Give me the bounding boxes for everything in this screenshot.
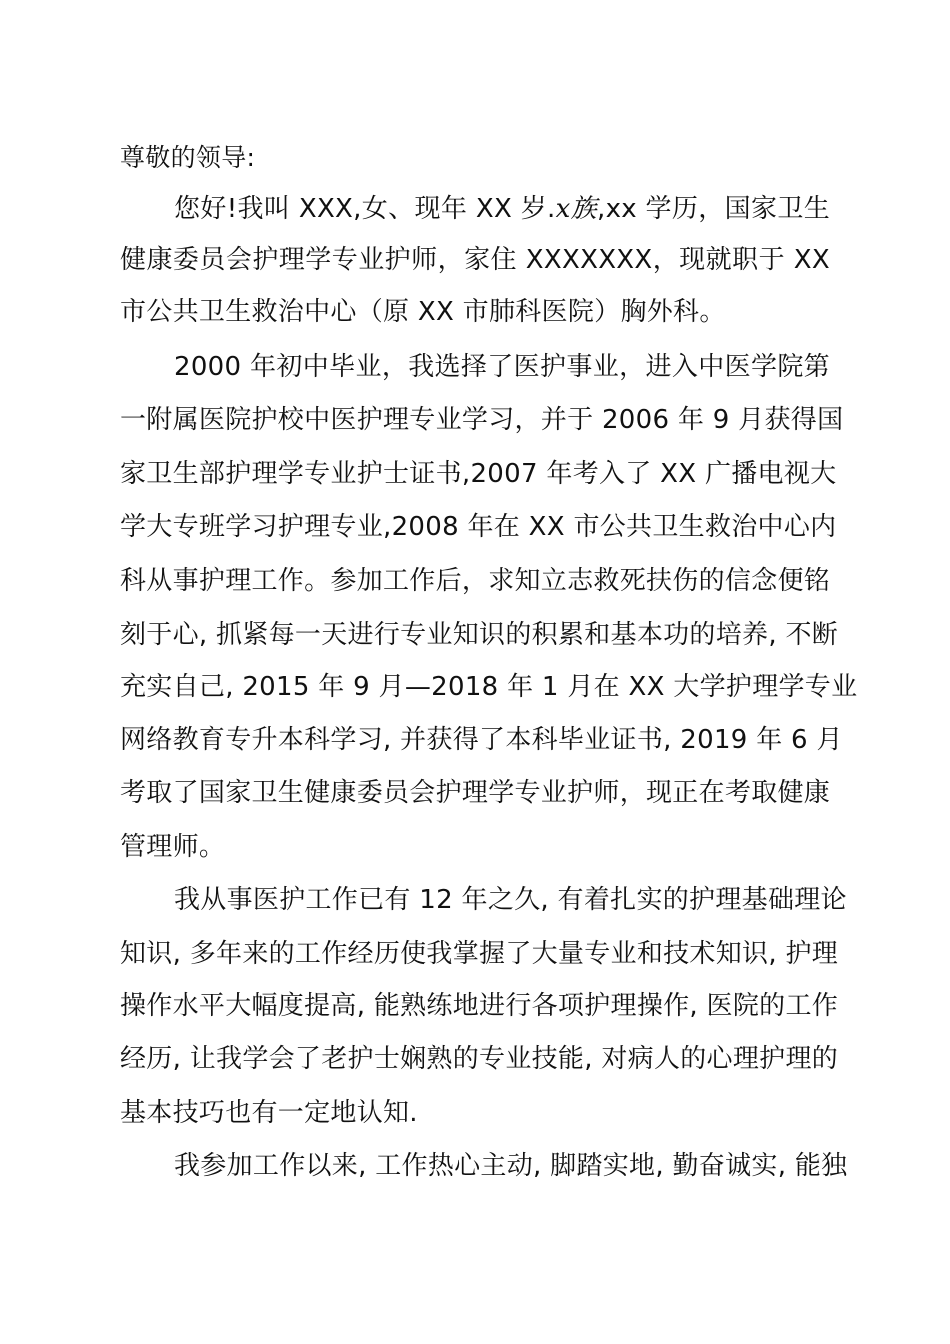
paragraph-3-line-5: 基本技巧也有一定地认知. xyxy=(120,1098,418,1128)
paragraph-2-line-7: 充实自己, 2015 年 9 月—2018 年 1 月在 XX 大学护理学专业 xyxy=(120,672,858,702)
paragraph-2-line-3: 家卫生部护理学专业护士证书,2007 年考入了 XX 广播电视大 xyxy=(120,459,837,489)
paragraph-3-line-1: 我从事医护工作已有 12 年之久, 有着扎实的护理基础理论 xyxy=(174,885,847,915)
paragraph-2-line-8: 网络教育专升本科学习, 并获得了本科毕业证书, 2019 年 6 月 xyxy=(120,725,843,755)
paragraph-2-line-4: 学大专班学习护理专业,2008 年在 XX 市公共卫生救治中心内 xyxy=(120,512,837,542)
paragraph-4-line-1: 我参加工作以来, 工作热心主动, 脚踏实地, 勤奋诚实, 能独 xyxy=(174,1151,848,1181)
paragraph-3-line-3: 操作水平大幅度提高, 能熟练地进行各项护理操作, 医院的工作 xyxy=(120,991,839,1021)
paragraph-2-line-1: 2000 年初中毕业，我选择了医护事业，进入中医学院第 xyxy=(174,352,830,382)
paragraph-2-line-10: 管理师。 xyxy=(120,832,226,862)
salutation: 尊敬的领导: xyxy=(120,143,256,172)
intro-text: 您好!我叫 XXX,女、现年 XX 岁. xyxy=(174,194,556,224)
handwritten-ethnicity: x族 xyxy=(555,194,597,224)
paragraph-3-line-4: 经历, 让我学会了老护士娴熟的专业技能, 对病人的心理护理的 xyxy=(120,1044,839,1074)
intro-text-cont: ,xx 学历，国家卫生 xyxy=(597,194,831,224)
paragraph-1-line-2: 健康委员会护理学专业护师，家住 XXXXXXX，现就职于 XX xyxy=(120,245,830,275)
paragraph-2-line-6: 刻于心, 抓紧每一天进行专业知识的积累和基本功的培养, 不断 xyxy=(120,620,839,650)
paragraph-2-line-5: 科从事护理工作。参加工作后，求知立志救死扶伤的信念便铭 xyxy=(120,566,831,596)
paragraph-3-line-2: 知识, 多年来的工作经历使我掌握了大量专业和技术知识, 护理 xyxy=(120,939,839,969)
paragraph-1-line-1 xyxy=(0,189,830,229)
paragraph-2-line-9: 考取了国家卫生健康委员会护理学专业护师，现正在考取健康 xyxy=(120,778,831,808)
paragraph-2-line-2: 一附属医院护校中医护理专业学习，并于 2006 年 9 月获得国 xyxy=(120,405,844,435)
paragraph-1-line-3: 市公共卫生救治中心（原 XX 市肺科医院）胸外科。 xyxy=(120,297,726,327)
